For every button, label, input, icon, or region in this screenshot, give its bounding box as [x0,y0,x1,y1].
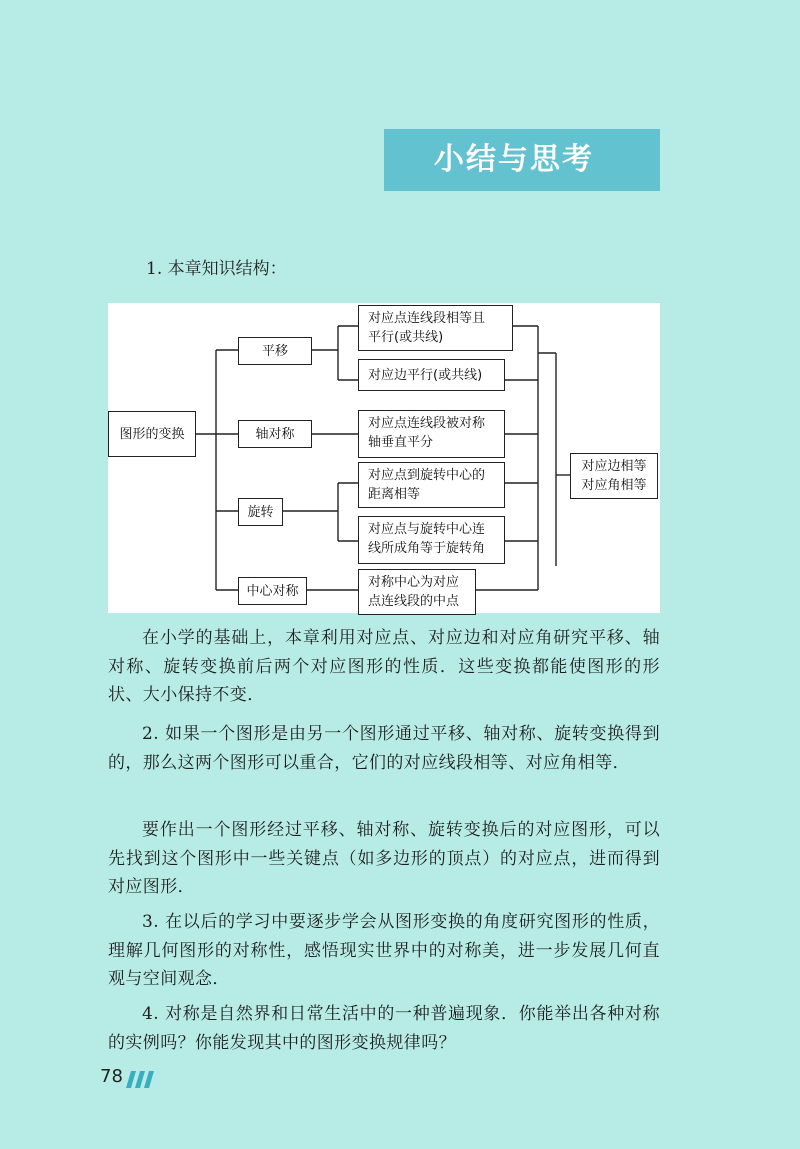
property-line: 对应点连线段相等且 [368,311,486,326]
result-line: 对应边相等 [581,459,647,474]
paragraph: 3. 在以后的学习中要逐步学会从图形变换的角度研究图形的性质，理解几何图形的对称性，感悟现实世界中的对称美，进一步发展几何直观与空间观念． [108,912,660,989]
result-node [570,453,658,499]
knowledge-structure-diagram [108,303,660,613]
property-line: 对应点与旋转中心连 [368,522,486,537]
paragraph: 在小学的基础上，本章利用对应点、对应边和对应角研究平移、轴对称、旋转变换前后两个对应图形的性质．这些变换都能使图形的形状、大小保持不变． [108,628,660,705]
paragraph: 2. 如果一个图形是由另一个图形通过平移、轴对称、旋转变换得到的，那么这两个图形可以重合，它们的对应线段相等、对应角相等． [108,724,660,773]
transform-node-reflection [238,420,312,448]
property-line: 对应点到旋转中心的 [368,468,486,483]
transform-label: 轴对称 [255,426,295,442]
property-node [358,305,513,351]
property-line: 轴垂直平分 [368,435,434,450]
transform-node-rotation [238,498,283,526]
property-line: 距离相等 [368,487,421,502]
transform-node-translation [238,337,312,365]
property-node [358,516,505,564]
property-node [358,569,476,615]
section-title: 小结与思考 [434,142,594,177]
property-node [358,410,505,458]
paragraph: 要作出一个图形经过平移、轴对称、旋转变换后的对应图形，可以先找到这个图形中一些关键点（如多边形的顶点）的对应点，进而得到对应图形． [108,820,660,897]
page-number: 78 [100,1066,123,1087]
section-banner [384,129,660,191]
property-line: 对应边平行(或共线) [368,368,483,383]
property-line: 对称中心为对应 [368,575,460,590]
paragraph: 4. 对称是自然界和日常生活中的一种普遍现象．你能举出各种对称的实例吗？你能发现其中的图形变换规律吗？ [108,1004,660,1053]
property-line: 对应点连线段被对称 [368,416,486,431]
knowledge-structure-heading: 1. 本章知识结构： [146,259,287,279]
property-line: 平行(或共线) [368,330,444,345]
property-node [358,359,505,391]
root-node [108,411,196,457]
transform-label: 中心对称 [246,583,299,599]
property-node [358,462,505,508]
transform-label: 平移 [261,343,288,359]
result-line: 对应角相等 [581,478,647,493]
property-line: 点连线段的中点 [368,594,460,609]
transform-node-central-symmetry [238,577,307,605]
page-stripes-decoration [126,1071,156,1088]
property-line: 线所成角等于旋转角 [368,541,486,556]
root-label: 图形的变换 [119,426,185,442]
transform-label: 旋转 [247,504,274,520]
